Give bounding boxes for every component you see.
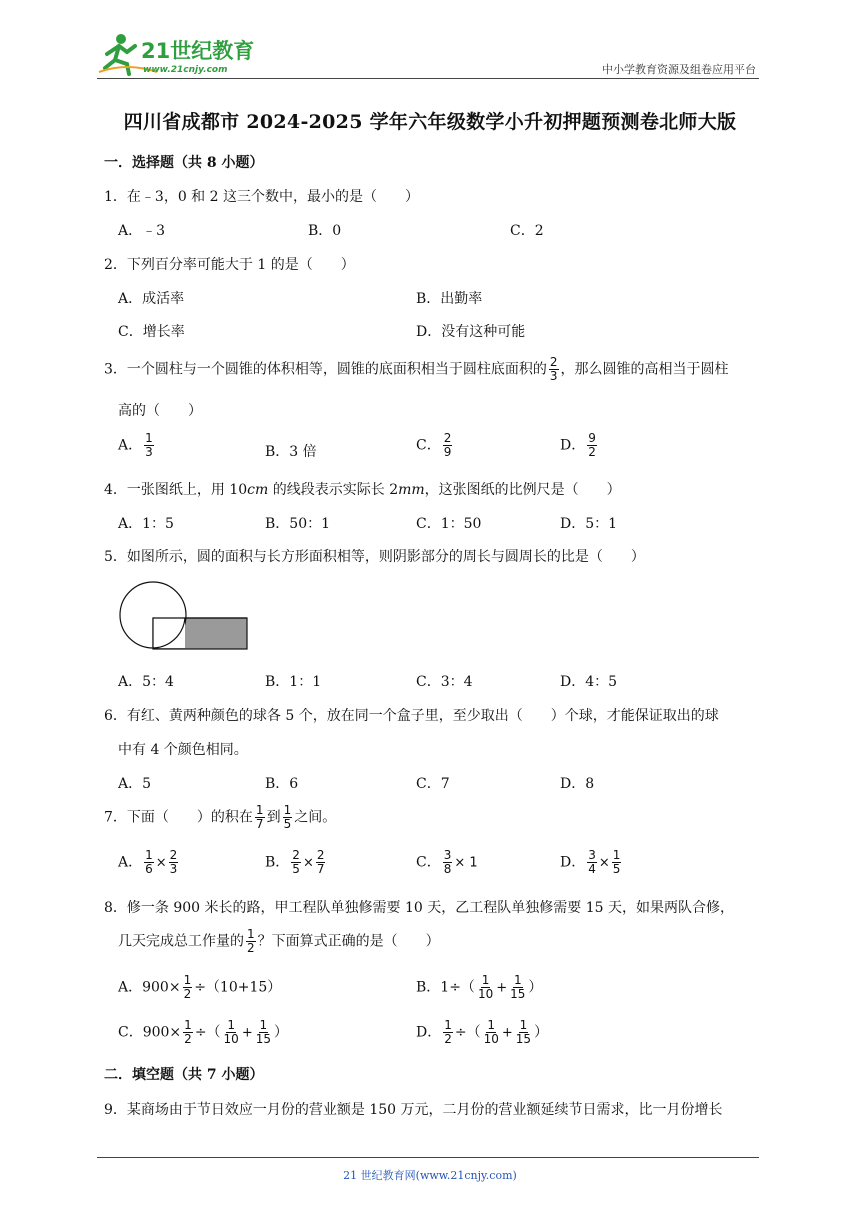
logo-url: www.21cnjy.com — [143, 65, 228, 75]
q4-option-a: A．1：5 — [118, 516, 174, 532]
fraction: $\frac{2}{3}$ — [549, 355, 558, 383]
q4-option-d: D．5：1 — [560, 516, 618, 532]
q6-option-a: A．5 — [118, 776, 152, 792]
q1-option-b: B．0 — [308, 223, 342, 239]
q4-option-c: C．1：50 — [416, 516, 482, 532]
logo-text: 21世纪教育 — [141, 39, 255, 63]
q7-option-b: B． $\frac{2}{5}$ × $\frac{2}{7}$ — [265, 848, 325, 876]
question-3-stem: 3．一个圆柱与一个圆锥的体积相等，圆锥的底面积相当于圆柱底面积的 $\frac{2}{3}$ ，那么圆锥的高相当于圆柱 — [104, 355, 729, 383]
q4-option-b: B．50：1 — [265, 516, 331, 532]
question-8-stem-line2: 几天完成总工作量的 $\frac{1}{2}$ ？下面算式正确的是（ ） — [118, 927, 440, 955]
q2-option-d: D．没有这种可能 — [416, 324, 526, 340]
q1-option-a: A．﹣3 — [118, 223, 166, 239]
question-7-stem: 7．下面（ ）的积在 $\frac{1}{7}$ 到 $\frac{1}{5}$ 之间。 — [104, 803, 337, 831]
logo — [97, 32, 257, 78]
q8-option-a: A．900× $\frac{1}{2}$ ÷（10+15） — [118, 973, 282, 1001]
question-4-stem: 4．一张图纸上，用 10cm 的线段表示实际长 2mm，这张图纸的比例尺是（ ） — [104, 482, 621, 498]
q3-option-a: A． $\frac{1}{3}$ — [118, 431, 153, 459]
question-5-stem: 5．如图所示，圆的面积与长方形面积相等，则阴影部分的周长与圆周长的比是（ ） — [104, 549, 645, 565]
q2-option-b: B．出勤率 — [416, 291, 483, 307]
section-choice-heading: 一．选择题（共 8 小题） — [104, 155, 264, 171]
page-title: 四川省成都市 2024-2025 学年六年级数学小升初押题预测卷北师大版 — [123, 111, 737, 133]
footer-link[interactable]: 21 世纪教育网(www.21cnjy.com) — [343, 1169, 517, 1182]
header-divider — [97, 78, 759, 79]
q3-option-c: C． $\frac{2}{9}$ — [416, 431, 452, 459]
question-9-stem: 9．某商场由于节日效应一月份的营业额是 150 万元，二月份的营业额延续节日需求，比一月份增长 — [104, 1102, 723, 1118]
footer-divider — [97, 1157, 759, 1158]
question-1-stem: 1．在﹣3，0 和 2 这三个数中，最小的是（ ） — [104, 189, 419, 205]
q3-option-d: D． $\frac{9}{2}$ — [560, 431, 596, 459]
question-3-stem-line2: 高的（ ） — [118, 403, 202, 419]
q7-option-a: A． $\frac{1}{6}$ × $\frac{2}{3}$ — [118, 848, 178, 876]
q7-option-d: D． $\frac{3}{4}$ × $\frac{1}{5}$ — [560, 848, 621, 876]
q6-option-d: D．8 — [560, 776, 595, 792]
circle-rectangle-figure — [116, 580, 252, 652]
question-8-stem: 8．修一条 900 米长的路，甲工程队单独修需要 10 天，乙工程队单独修需要 15 天，如果两队合修， — [104, 900, 734, 916]
question-6-stem-line2: 中有 4 个颜色相同。 — [118, 742, 248, 758]
q8-option-d: D． $\frac{1}{2}$ ÷（ $\frac{1}{10}$ + $\frac{1}{15}$ ） — [416, 1018, 549, 1046]
q5-option-b: B．1：1 — [265, 674, 322, 690]
q5-option-d: D．4：5 — [560, 674, 618, 690]
platform-label: 中小学教育资源及组卷应用平台 — [602, 63, 756, 76]
q6-option-b: B．6 — [265, 776, 299, 792]
question-2-stem: 2．下列百分率可能大于 1 的是（ ） — [104, 257, 355, 273]
q8-option-c: C．900× $\frac{1}{2}$ ÷（ $\frac{1}{10}$ + $\frac{1}{15}$ ） — [118, 1018, 289, 1046]
section-fill-heading: 二．填空题（共 7 小题） — [104, 1067, 264, 1083]
q5-option-a: A．5：4 — [118, 674, 174, 690]
q7-option-c: C． $\frac{3}{8}$ × 1 — [416, 848, 478, 876]
q2-option-c: C．增长率 — [118, 324, 185, 340]
q2-option-a: A．成活率 — [118, 291, 185, 307]
q1-option-c: C．2 — [510, 223, 544, 239]
q3-option-b: B．3 倍 — [265, 444, 317, 460]
q8-option-b: B．1÷（ $\frac{1}{10}$ + $\frac{1}{15}$ ） — [416, 973, 543, 1001]
question-6-stem: 6．有红、黄两种颜色的球各 5 个，放在同一个盒子里，至少取出（ ）个球，才能保证取出的球 — [104, 708, 719, 724]
q6-option-c: C．7 — [416, 776, 450, 792]
q5-option-c: C．3：4 — [416, 674, 473, 690]
